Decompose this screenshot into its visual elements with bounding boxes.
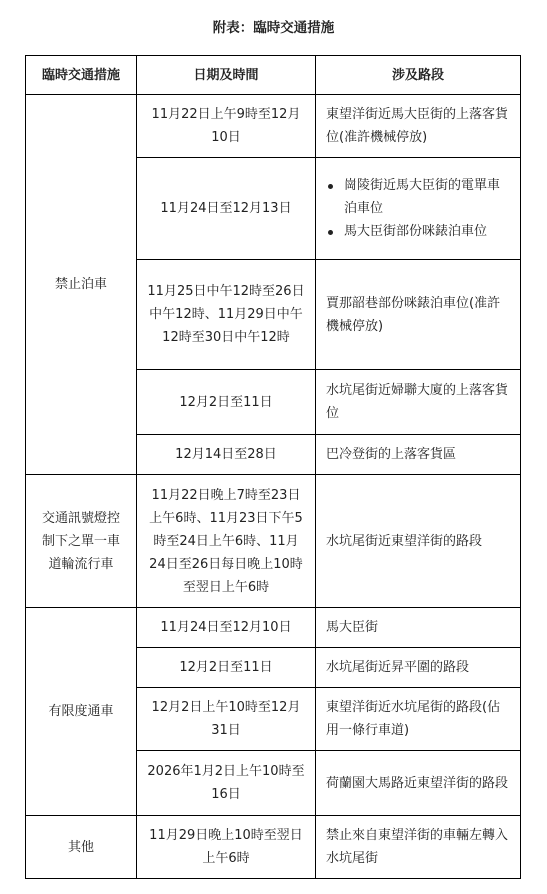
roads-text: 東望洋街近水坑尾街的路段(佔用一條行車道) [326, 700, 501, 738]
dates-cell: 12月2日至11日 [137, 370, 316, 435]
roads-text: 水坑尾街近婦聯大廈的上落客貨位 [326, 383, 509, 421]
roads-text: 賈那韶巷部份咪錶泊車位(准許機械停放) [326, 295, 501, 334]
header-measure: 臨時交通措施 [26, 56, 137, 95]
header-row [26, 56, 521, 95]
measure-cell: 有限度通車 [26, 608, 137, 816]
roads-list-item [344, 220, 510, 243]
header-dates: 日期及時間 [137, 56, 316, 95]
roads-list-item-text: 崗陵街近馬大臣街的電單車泊車位 [344, 178, 501, 216]
roads-cell [316, 435, 521, 475]
roads-text: 馬大臣街 [326, 620, 379, 635]
bullet-icon [328, 184, 333, 189]
roads-text: 荷蘭園大馬路近東望洋街的路段 [326, 775, 509, 791]
table-row [26, 475, 521, 608]
roads-cell [316, 688, 521, 751]
roads-text: 禁止來自東望洋街的車輛左轉入水坑尾街 [326, 828, 509, 866]
roads-cell [316, 370, 521, 435]
bullet-icon [328, 230, 333, 235]
traffic-measures-table [25, 55, 521, 879]
measure-cell: 其他 [26, 816, 137, 879]
roads-cell [316, 816, 521, 879]
roads-cell [316, 475, 521, 608]
header-roads: 涉及路段 [316, 56, 521, 95]
table-caption: 附表：臨時交通措施 [212, 20, 335, 36]
roads-cell [316, 608, 521, 648]
roads-cell [316, 95, 521, 158]
dates-cell: 11月22日晚上7時至23日上午6時、11月23日下午5時至24日上午6時、11月24日至26日每日晚上10時至翌日上午6時 [137, 475, 316, 608]
measure-cell: 交通訊號燈控制下之單一車道輪流行車 [26, 475, 137, 608]
dates-cell: 11月24日至12月10日 [137, 608, 316, 648]
dates-cell: 11月24日至12月13日 [137, 158, 316, 260]
dates-cell: 2026年1月2日上午10時至16日 [137, 751, 316, 816]
roads-list-item [344, 174, 510, 220]
roads-cell [316, 158, 521, 260]
dates-cell: 12月2日上午10時至12月31日 [137, 688, 316, 751]
roads-cell [316, 751, 521, 816]
table-row [26, 95, 521, 158]
roads-text: 東望洋街近馬大臣街的上落客貨位(准許機械停放) [326, 107, 509, 145]
dates-cell: 12月14日至28日 [137, 435, 316, 475]
roads-cell [316, 648, 521, 688]
roads-text: 水坑尾街近東望洋街的路段 [326, 533, 483, 549]
table-body [26, 95, 521, 879]
dates-cell: 12月2日至11日 [137, 648, 316, 688]
dates-cell: 11月25日中午12時至26日中午12時、11月29日中午12時至30日中午12時 [137, 260, 316, 370]
roads-list-item-text: 馬大臣街部份咪錶泊車位 [344, 224, 488, 239]
roads-cell [316, 260, 521, 370]
table-row [26, 816, 521, 879]
roads-text: 水坑尾街近昇平圍的路段 [326, 660, 470, 675]
dates-cell: 11月22日上午9時至12月10日 [137, 95, 316, 158]
dates-cell: 11月29日晚上10時至翌日上午6時 [137, 816, 316, 879]
roads-text: 巴冷登街的上落客貨區 [326, 447, 457, 462]
measure-cell: 禁止泊車 [26, 95, 137, 475]
table-row [26, 608, 521, 648]
roads-list [326, 174, 510, 243]
